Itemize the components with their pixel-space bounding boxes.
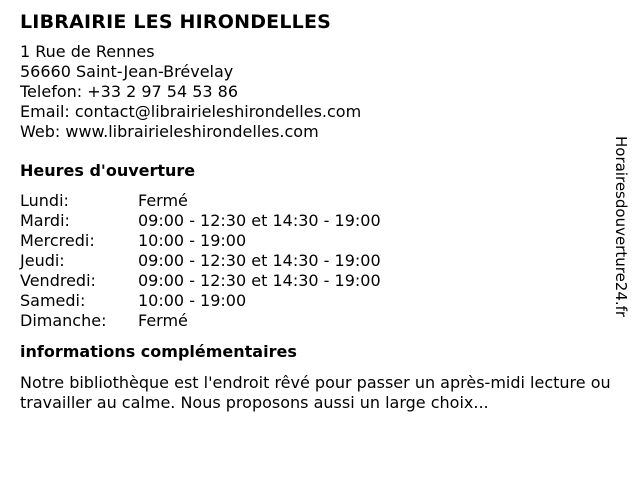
hours-row-monday — [20, 191, 610, 211]
hours-row-thursday — [20, 251, 610, 271]
info-heading: informations complémentaires — [20, 342, 297, 361]
hours-table — [20, 191, 610, 331]
hours-row-friday — [20, 271, 610, 291]
day-hours: 09:00 - 12:30 et 14:30 - 19:00 — [138, 251, 381, 270]
web-line: Web: www.librairieleshirondelles.com — [20, 122, 319, 141]
hours-row-tuesday — [20, 211, 610, 231]
day-hours: 10:00 - 19:00 — [138, 231, 247, 250]
day-hours: 09:00 - 12:30 et 14:30 - 19:00 — [138, 211, 381, 230]
day-label: Jeudi: — [20, 251, 65, 270]
store-name: LIBRAIRIE LES HIRONDELLES — [20, 11, 332, 33]
day-label: Mercredi: — [20, 231, 95, 250]
store-address — [20, 42, 610, 142]
day-hours: Fermé — [138, 311, 188, 330]
phone-line: Telefon: +33 2 97 54 53 86 — [20, 82, 239, 101]
info-description: Notre bibliothèque est l'endroit rêvé pour passer un après-midi lecture ou travailler au calme. Nous proposons aussi un large choix... — [20, 373, 611, 412]
hours-row-sunday — [20, 311, 610, 331]
day-label: Dimanche: — [20, 311, 107, 330]
email-line: Email: contact@librairieleshirondelles.com — [20, 102, 362, 121]
address-line-1: 1 Rue de Rennes — [20, 42, 155, 61]
hours-row-saturday — [20, 291, 610, 311]
day-label: Mardi: — [20, 211, 70, 230]
source-watermark: Horairesdouverture24.fr — [612, 136, 630, 318]
day-label: Lundi: — [20, 191, 69, 210]
hours-heading: Heures d'ouverture — [20, 161, 196, 180]
day-label: Samedi: — [20, 291, 86, 310]
address-line-2: 56660 Saint-Jean-Brévelay — [20, 62, 234, 81]
day-hours: 10:00 - 19:00 — [138, 291, 247, 310]
day-hours: 09:00 - 12:30 et 14:30 - 19:00 — [138, 271, 381, 290]
day-label: Vendredi: — [20, 271, 96, 290]
day-hours: Fermé — [138, 191, 188, 210]
store-card — [20, 8, 610, 413]
hours-row-wednesday — [20, 231, 610, 251]
